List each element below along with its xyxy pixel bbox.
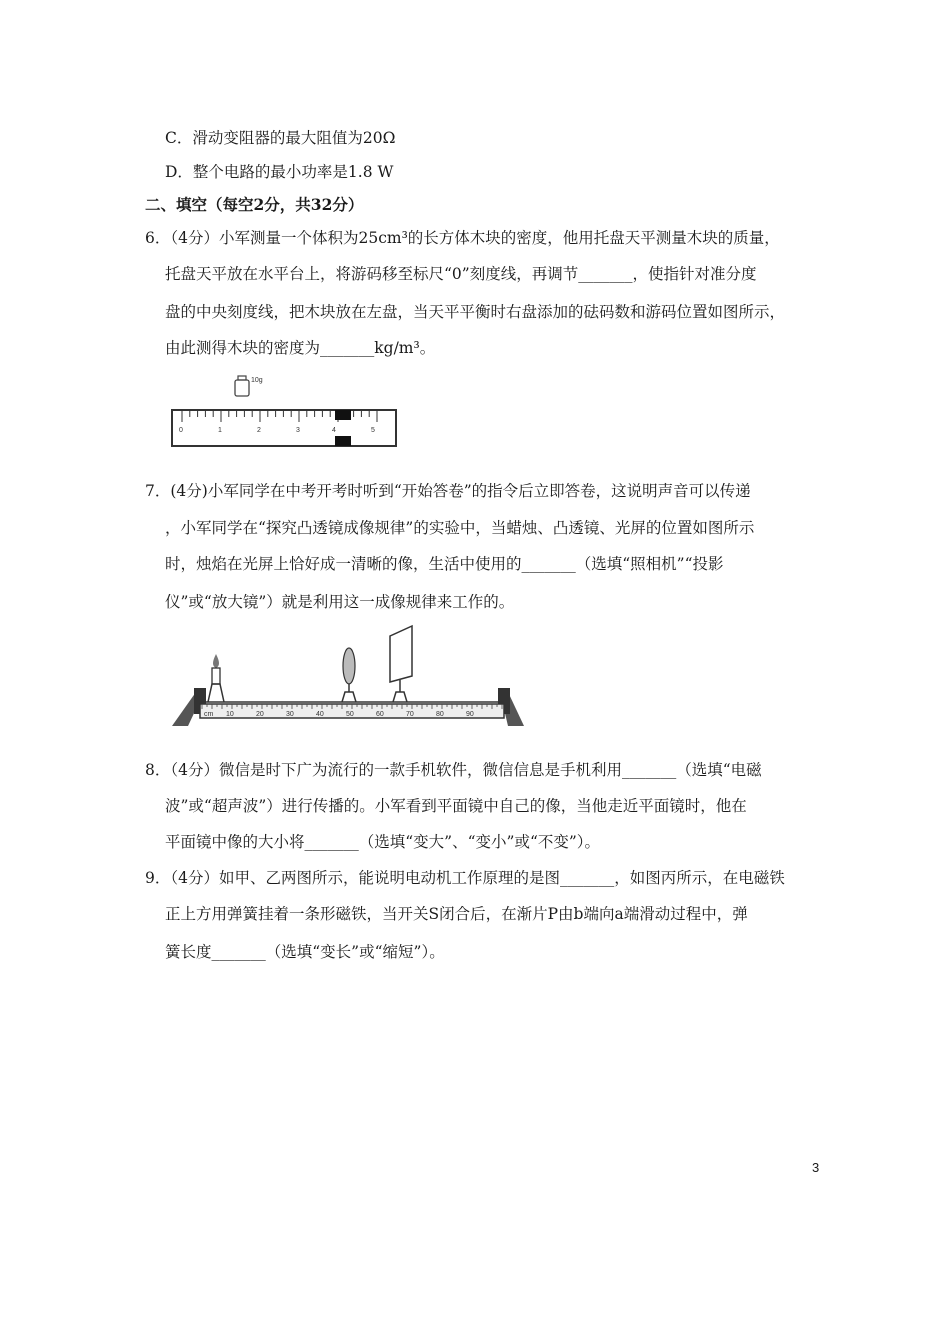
scale-label-4: 4: [332, 427, 336, 434]
weight-icon: [235, 376, 249, 396]
option-d: D．整个电路的最小功率是1.8 W: [165, 163, 394, 181]
bench-label-20: 20: [256, 711, 264, 718]
bench-label-90: 90: [466, 711, 474, 718]
q7-optical-bench-figure: [168, 622, 528, 734]
q9-line-1: 9．（4分）如甲、乙两图所示，能说明电动机工作原理的是图_______，如图丙所示，在电磁铁: [145, 869, 785, 887]
bench-label-10: 10: [226, 711, 234, 718]
screen-icon: [390, 626, 412, 702]
option-c: C．滑动变阻器的最大阻值为20Ω: [165, 129, 396, 147]
q8-line-1: 8．（4分）微信是时下广为流行的一款手机软件，微信信息是手机利用_______（选填“电磁: [145, 761, 762, 779]
bench-label-30: 30: [286, 711, 294, 718]
page-number: 3: [812, 1160, 820, 1175]
q9-line-2: 正上方用弹簧挂着一条形磁铁，当开关S闭合后，在渐片P由b端向a端滑动过程中，弹: [165, 905, 748, 923]
bench-label-50: 50: [346, 711, 354, 718]
q6-balance-figure: [168, 370, 400, 450]
q6-line-3: 盘的中央刻度线，把木块放在左盘，当天平平衡时右盘添加的砝码数和游码位置如图所示，: [165, 303, 786, 321]
rider-marker: [335, 410, 351, 420]
rider-marker-bottom: [335, 436, 351, 446]
scale-label-3: 3: [296, 427, 300, 434]
scale-label-0: 0: [179, 427, 183, 434]
q6-line-1: 6．（4分）小军测量一个体积为25cm³的长方体木块的密度，他用托盘天平测量木块的质量，: [145, 229, 780, 247]
bench-label-70: 70: [406, 711, 414, 718]
scale-label-2: 2: [257, 427, 261, 434]
lens-icon: [342, 648, 356, 702]
q8-line-3: 平面镜中像的大小将_______（选填“变大”、“变小”或“不变”）。: [165, 833, 601, 851]
q6-line-4: 由此测得木块的密度为_______kg/m³。: [165, 339, 436, 357]
bench-label-60: 60: [376, 711, 384, 718]
q6-line-2: 托盘天平放在水平台上，将游码移至标尺“0”刻度线，再调节_______，使指针对准分度: [165, 265, 757, 283]
bench-unit: cm: [204, 711, 214, 718]
bench-label-40: 40: [316, 711, 324, 718]
section-heading: 二、填空（每空2分，共32分）: [145, 195, 364, 214]
q9-line-3: 簧长度_______（选填“变长”或“缩短”）。: [165, 943, 445, 961]
weight-label: 10g: [251, 377, 263, 384]
q7-line-3: 时，烛焰在光屏上恰好成一清晰的像，生活中使用的_______（选填“照相机”“投影: [165, 555, 724, 573]
scale-label-1: 1: [218, 427, 222, 434]
q7-line-2: ，小军同学在“探究凸透镜成像规律”的实验中，当蜡烛、凸透镜、光屏的位置如图所示: [165, 519, 755, 537]
q8-line-2: 波”或“超声波”）进行传播的。小军看到平面镜中自己的像，当他走近平面镜时，他在: [165, 797, 747, 815]
candle-icon: [208, 654, 224, 702]
q7-line-1: 7．(4分)小军同学在中考开考时听到“开始答卷”的指令后立即答卷，这说明声音可以传递: [145, 482, 751, 500]
scale-label-5: 5: [371, 427, 375, 434]
bench-label-80: 80: [436, 711, 444, 718]
q7-line-4: 仪”或“放大镜”）就是利用这一成像规律来工作的。: [165, 593, 515, 611]
